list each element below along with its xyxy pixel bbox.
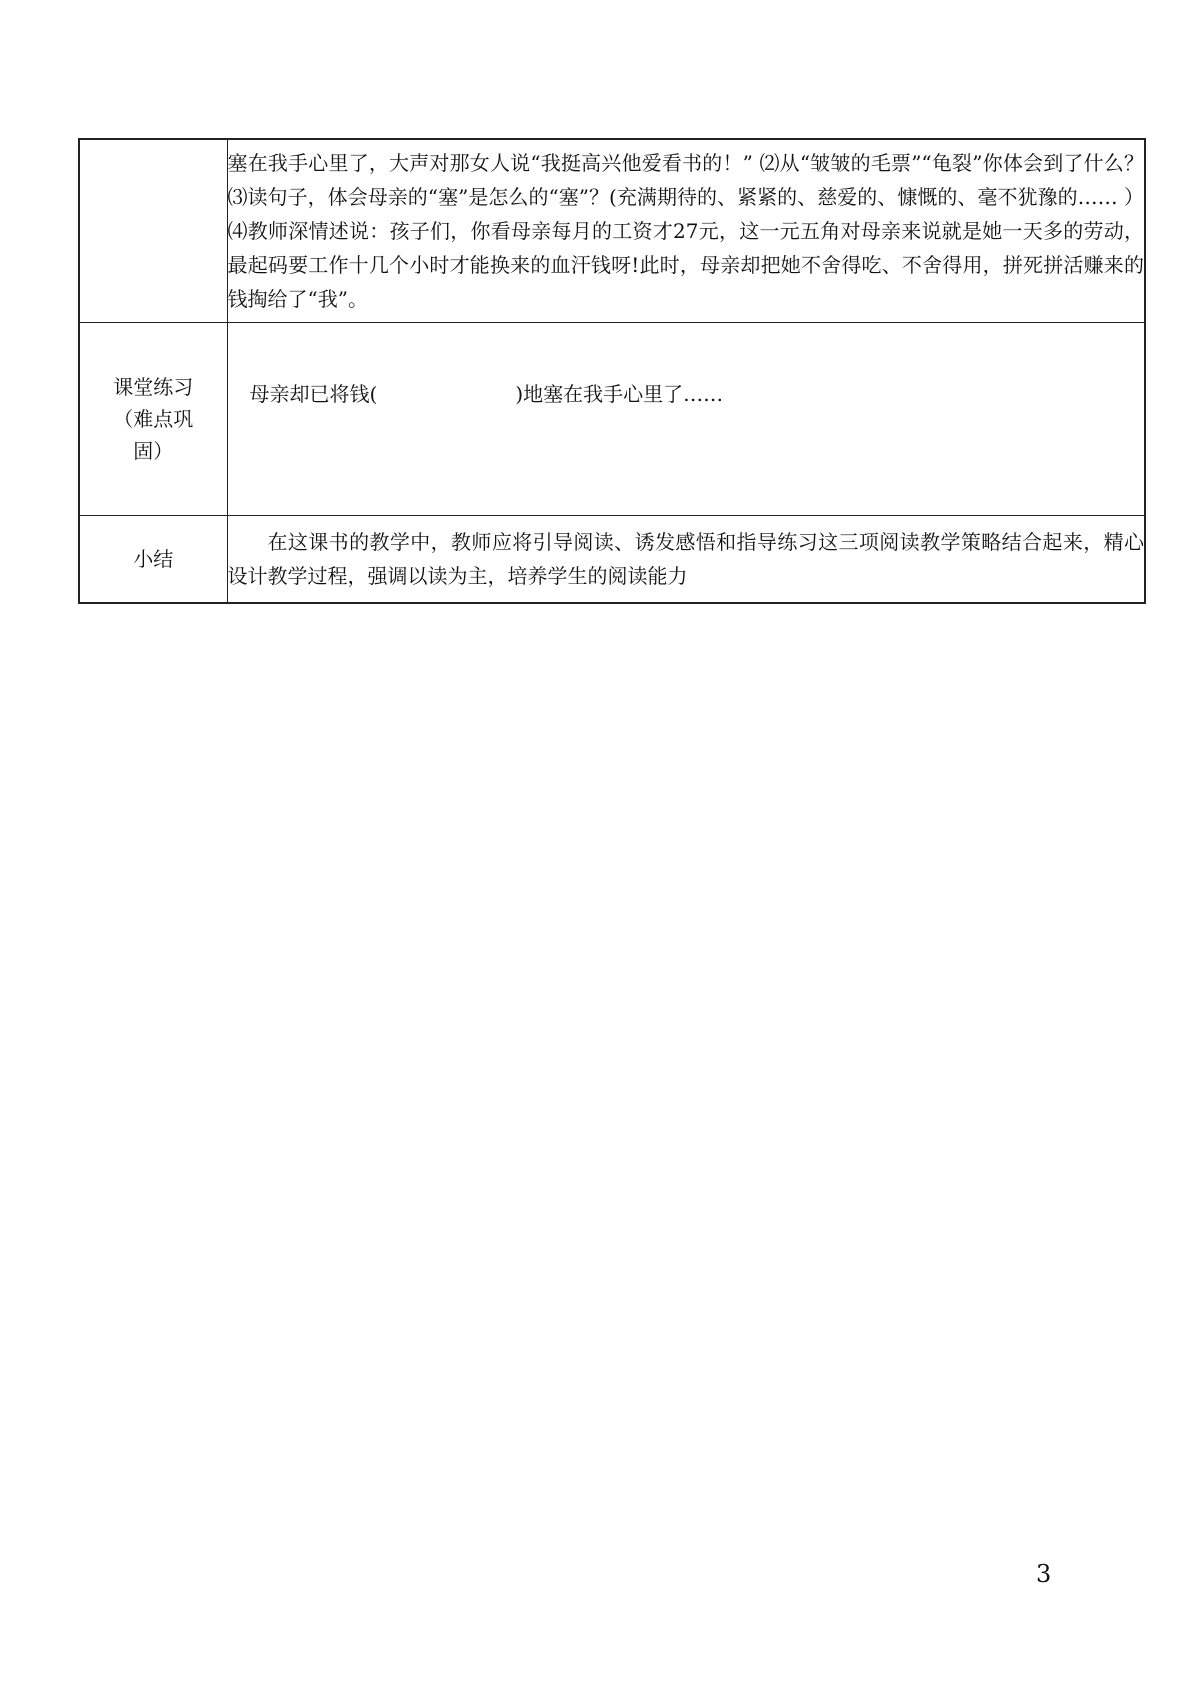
exercise-after-blank: )地塞在我手心里了…… (515, 382, 724, 406)
exercise-cell (227, 323, 1145, 516)
row-label-empty (79, 139, 227, 323)
summary-text: 在这课书的教学中，教师应将引导阅读、诱发感悟和指导练习这三项阅读教学策略结合起来，精心设计教学过程，强调以读为主，培养学生的阅读能力 (227, 516, 1145, 604)
teaching-process-text: 塞在我手心里了，大声对那女人说“我挺高兴他爱看书的！” ⑵从“皱皱的毛票”“龟裂”你体会到了什么？ ⑶读句子，体会母亲的“塞”是怎么的“塞”？(充满期待的、紧紧的、慈爱的、慷慨的、毫不犹豫的…… ） ⑷教师深情述说：孩子们，你看母亲每月的工资才27元，这一元五角对母亲来说就是她一天多的劳动，最起码要工作十几个小时才能换来的血汗钱呀!此时，母亲却把她不舍得吃、不舍得用，拼死拼活赚来的钱掏给了“我”。 (227, 139, 1145, 323)
page-number: 3 (1036, 1560, 1052, 1588)
classroom-exercise-label: 课堂练习（难点巩固） (113, 375, 194, 463)
row-label-classroom-exercise (79, 323, 227, 516)
exercise-before-blank: 母亲却已将钱( (249, 382, 378, 406)
row-label-summary: 小结 (79, 516, 227, 604)
table-row (79, 139, 1145, 323)
table-row (79, 516, 1145, 604)
lesson-plan-table (78, 138, 1146, 604)
exercise-sentence (228, 377, 1145, 411)
table-row (79, 323, 1145, 516)
